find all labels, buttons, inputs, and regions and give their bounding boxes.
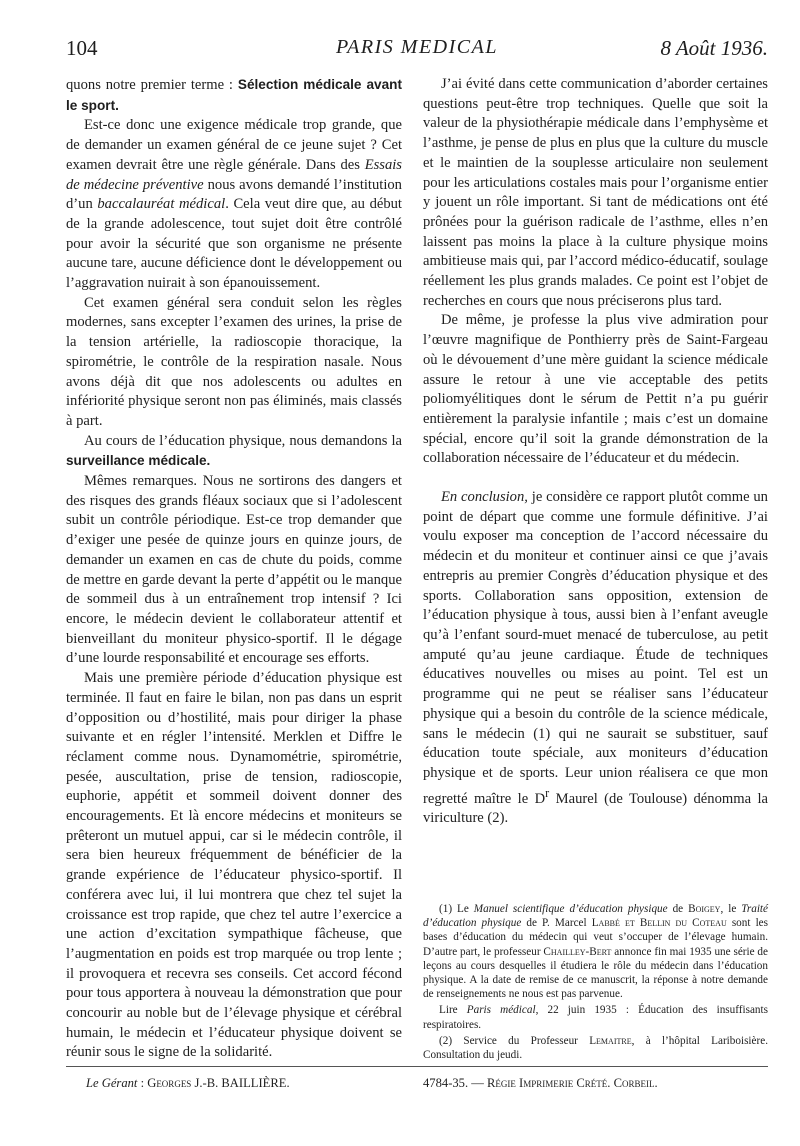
italic-lead: En conclusion, (441, 489, 528, 506)
bold-heading: surveillance médicale. (66, 453, 211, 469)
printer-line: 4784-35. — Régie Imprimerie Crété. Corbeil. (423, 1076, 658, 1090)
text-span: je considère ce rapport plutôt comme un point de départ que comme une formule définitive. J’ai voulu exposer ma conception de l’accord nécessaire du médecin et du moniteur et continuer ainsi ce que j’avais entrepris au premier Congrès d’éducation physique et des sports. Collaboration sans opposition, extension de l’éducation physique à tous, aussi bien à l’enfant aveugle qu’à l’enfant sourd-muet menacé de tuberculose, au petit amputé qu’au jeune cardiaque. Étude de techniques éducatives nouvelles ou mises au point. Tel est un programme qui ne peut se réaliser sans l’éducateur physique qui a besoin du contrôle de la science médicale, sans le médecin (1) qui ne saurait se substituer, sauf éducation toute spéciale, aux moniteurs d’éducation physique et de sports. Leur union réalisera ce que mon regretté maître le D (423, 489, 768, 807)
text-span: Maurel (de Toulouse) dénomma la viriculture (2). (423, 790, 768, 827)
running-header (66, 36, 768, 70)
paragraph: Mêmes remarques. Nous ne sortirons des dangers et des risques des grands fléaux sociaux que si l’adolescent subit un contrôle périodique. Est-ce trop demander que d’exiger une pesée de quinze jours en quinze jours, de demander un examen en cas de chute du poids, comme de mettre en garde devant la perte d’appétit ou le manque de sommeil dus à un entraînement trop intensif ? Ici encore, le médecin devient le collaborateur attentif et bienveillant du moniteur physico-sportif. Il le dégage d’une lourde responsabilité et encourage ses efforts. (66, 473, 402, 667)
paragraph: Mais une première période d’éducation physique est terminée. Il faut en faire le bilan, non pas dans un esprit d’opposition ou d’hostilité, mais pour diriger la phase suivante et en régler l’intensité. Merklen et Diffre le réclament comme nous. Dynamométrie, spirométrie, pesée, auscultation, prise de tension, radioscopie, euphorie, appétit et sommeil doivent donner des encouragements. Et là encore médecins et moniteurs se prêteront un mutuel appui, car si le médecin contrôle, il sera bien heureux fréquemment de bénéficier de la grande expérience de l’éducateur physico-sportif. Il conférera avec lui, il lui montrera que chez tel sujet la croissance est trop rapide, que chez tel autre l’exercice a une action d’excitation sympathique fâcheuse, que l’augmentation en poids est trop marquée ou trop lente ; il provoquera et recevra ses conseils. Cet accord fécond pour tous apportera à nouveau la démonstration que pour concourir au noble but de l’élevage physique et cérébral humain, le médecin et l’éducateur physique doivent se réunir sous le signe de la solidarité. (66, 670, 402, 1061)
page-footer (66, 1076, 768, 1096)
text-span: , le (720, 903, 742, 915)
paragraph (66, 116, 402, 293)
paragraph (66, 75, 402, 116)
text-span: , 22 juin 1935 : Éducation des insuffisants respiratoires. (423, 1004, 768, 1031)
footnote-1-continued (423, 1003, 768, 1031)
footnote-1 (423, 902, 768, 1001)
superscript: r (545, 785, 550, 800)
text-span: Au cours de l’éducation physique, nous demandons la (84, 432, 402, 449)
author-name: Lemaitre (589, 1034, 632, 1047)
text-span: (2) Service du Professeur (439, 1034, 590, 1047)
gerant-label: Le Gérant (86, 1076, 138, 1090)
italic-title: Essais de médecine préventive (66, 156, 402, 193)
text-span: nous avons demandé l’institution d’un (66, 176, 402, 213)
journal-title: PARIS MEDICAL (336, 36, 498, 58)
paragraph: De même, je professe la plus vive admiration pour l’œuvre magnifique de Ponthierry près de Saint-Fargeau où le dévouement d’une mère guidant la science médicale assure le retour à une vie acceptable des petits poliomyélitiques dont le sérum de Pettit n’a pu guérir entièrement la paralysie infantile ; mais c’est un domaine spécial, encore qu’il soit la grande démonstration de la collaboration nécessaire de l’éducateur et du médecin. (423, 312, 768, 467)
italic-title: Manuel scientifique d’éducation physique (473, 903, 668, 915)
text-span: Lire (439, 1004, 467, 1017)
italic-title: Traité d’éducation physique (423, 903, 768, 930)
bold-heading: Sélection médicale avant le sport. (66, 77, 403, 113)
left-column (66, 75, 402, 1063)
text-span: , à l’hôpital Lariboisière. Consultation du jeudi. (423, 1034, 768, 1062)
text-span: quons notre premier terme : (66, 77, 238, 93)
gerant-name: Georges J.-B. BAILLIÈRE. (147, 1076, 290, 1090)
author-name: Chailley-Bert (543, 945, 612, 958)
text-span: de (667, 903, 689, 915)
text-span: . Cela veut dire que, au début de la grande adolescence, tout sujet doit être contrôlé pour avoir la sécurité que son organisme ne présente aucune tare, aucune déficience dont le développement ou l’aggravation nuirait à son épanouissement. (66, 196, 402, 292)
text-span: sont les bases d’éducation du médecin qui veut s’occuper de l’élevage humain. D’autre part, le professeur (423, 917, 769, 958)
text-span: de P. Marcel (521, 917, 592, 930)
issue-date: 8 Août 1936. (660, 36, 768, 60)
footnotes (423, 902, 768, 1064)
author-name: Boigey (688, 903, 721, 915)
paragraph: Cet examen général sera conduit selon les règles modernes, sans excepter l’examen des urines, la prise de la tension artérielle, la radioscopie thoracique, la spirométrie, le contrôle de la respiration nasale. Nous avons déjà dit que nos adolescents ou adultes en infériorité physique seront non pas éliminés, mais classés à part. (66, 294, 402, 429)
gerant-line (86, 1076, 290, 1091)
italic-term: baccalauréat médical (97, 196, 226, 213)
paragraph (66, 432, 402, 472)
text-span: (1) Le (439, 903, 474, 915)
text-span: Est-ce donc une exigence médicale trop grande, que de demander un examen général de ce jeune sujet ? Cet examen devrait être une règle générale. Dans des (66, 117, 402, 173)
page-number: 104 (66, 36, 98, 60)
italic-title: Paris médical (466, 1004, 536, 1017)
paragraph: J’ai évité dans cette communication d’aborder certaines questions peut-être trop techniques. Quelle que soit la valeur de la physiothérapie médicale dans l’emphysème et l’asthme, je pense de plus en plus que la culture du muscle et le maintien de la souplesse articulaire non seulement pour les articulations costales mais pour l’organisme entier y jouent un rôle important. Si tant de médications ont été prônées pour la guérison radicale de l’asthme, elles n’en laissent pas moins la place à la culture physique moins ambitieuse mais qui, par l’accord médico-éducatif, soulage réellement les plus grands malades. Ce point est l’objet de recherches en cours que nous préciserons plus tard. (423, 76, 768, 309)
author-name: Labbé et Bellin du Coteau (591, 917, 727, 930)
right-column (423, 75, 768, 829)
text-span: annonce fin mai 1935 une série de leçons au cours desquelles il étudiera le rôle du médecin dans l’éducation physique. A la date de remise de ce manuscrit, la réponse à notre demande de renseignements ne nous est pas parvenue. (423, 945, 768, 1001)
conclusion-paragraph (423, 488, 768, 829)
footnote-2 (423, 1034, 768, 1062)
text-span: : (137, 1076, 148, 1090)
footer-divider (66, 1066, 768, 1067)
